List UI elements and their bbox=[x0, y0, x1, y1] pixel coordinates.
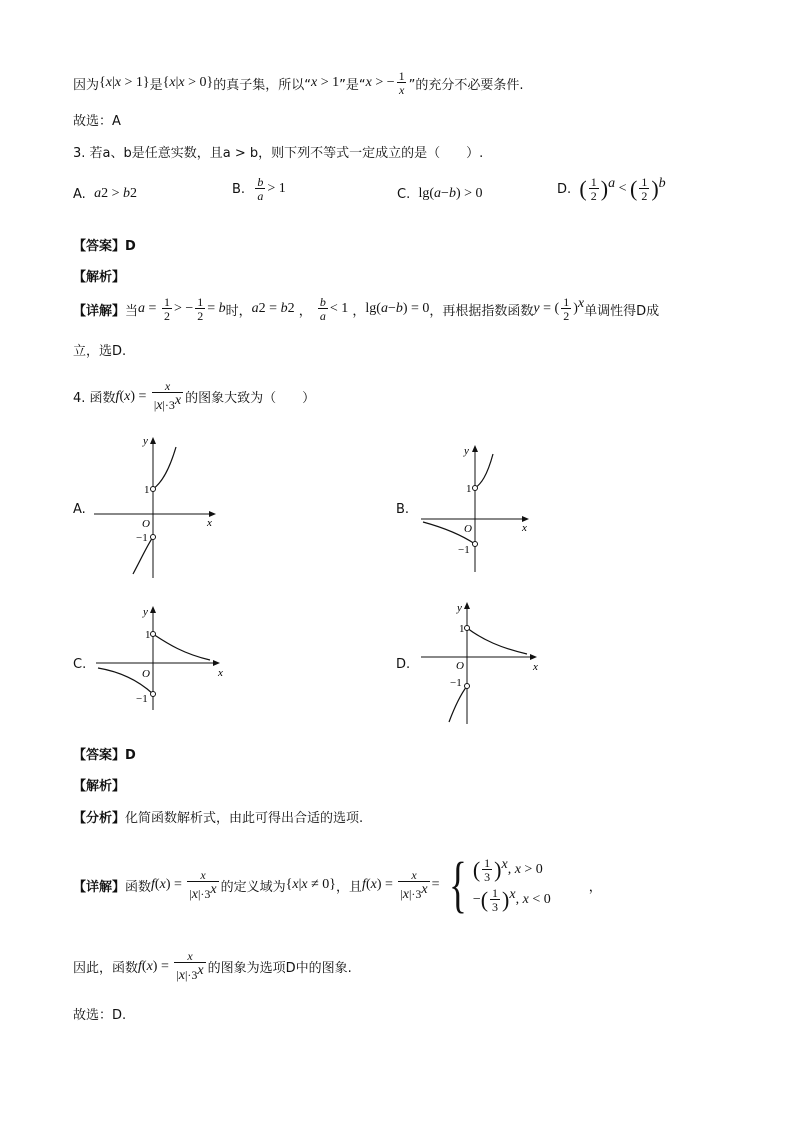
previous-answer: 故选：A bbox=[73, 114, 121, 129]
tick-label-neg-one: −1 bbox=[136, 532, 148, 544]
text-segment: 是 bbox=[149, 77, 163, 93]
origin-label: O bbox=[456, 660, 464, 672]
q4-analysis-heading: 【解析】 bbox=[73, 779, 126, 794]
graph-d bbox=[415, 598, 545, 728]
q4-stem: 4. 函数 f ( x ) = $\frac{x}{|x|\cdot 3^x}$ 的图象大致为（ ） bbox=[73, 379, 316, 413]
graph-label-a: A. bbox=[73, 502, 86, 517]
graph-a bbox=[90, 432, 230, 582]
tick-label-one: 1 bbox=[145, 629, 151, 641]
graph-label-d: D. bbox=[396, 657, 411, 672]
tick-label-neg-one: −1 bbox=[450, 677, 462, 689]
origin-label: O bbox=[464, 523, 472, 535]
text-segment: ”是“ bbox=[339, 77, 366, 93]
graph-c bbox=[92, 602, 232, 712]
q3-answer: 【答案】D bbox=[73, 239, 136, 254]
q3-option-a: A. a 2 > b 2 bbox=[73, 186, 137, 202]
fraction: $\frac{1}{x}$ bbox=[398, 69, 405, 97]
tick-label-one: 1 bbox=[144, 484, 150, 496]
x-axis-label: x bbox=[207, 517, 212, 529]
piecewise-function: { ( $\frac{1}{3}$ ) x , x > 0 − ( $\frac{1}{3}$ ) x , x < 0 ， bbox=[449, 851, 602, 919]
tick-label-neg-one: −1 bbox=[458, 544, 470, 556]
graph-label-c: C. bbox=[73, 657, 87, 672]
y-axis-label: y bbox=[143, 435, 148, 447]
text-segment: 因为 bbox=[73, 77, 100, 93]
q4-fenxi: 【分析】 化简函数解析式，由此可得出合适的选项. bbox=[73, 811, 364, 826]
math-inline: x bbox=[311, 75, 318, 90]
origin-label: O bbox=[142, 518, 150, 530]
tick-label-one: 1 bbox=[466, 483, 472, 495]
x-axis-label: x bbox=[533, 661, 538, 673]
text-segment: 的真子集，所以“ bbox=[213, 77, 311, 93]
q3-detail-cont: 立，选D. bbox=[73, 344, 127, 359]
x-axis-label: x bbox=[218, 667, 223, 679]
q4-detail: 【详解】 函数 f ( x ) = $\frac{x}{|x|\cdot 3^x}$ 的定义域为 {x|x ≠ 0} ，且 f ( x ) = $\frac{x}{|x|\cdot 3^x}$ = { ( $\frac{1}{3}$ ) x , x > 0 − ( $\frac{1}{3}$ ) x , x < 0 ， bbox=[73, 851, 602, 919]
q4-final: 故选：D. bbox=[73, 1008, 127, 1023]
q3-option-d: D. ( $\frac{1}{2}$ ) a < ( $\frac{1}{2}$ ) b bbox=[557, 175, 666, 203]
y-axis-label: y bbox=[457, 602, 462, 614]
y-axis-label: y bbox=[464, 445, 469, 457]
text-segment: ”的充分不必要条件. bbox=[408, 77, 524, 93]
q4-answer: 【答案】D bbox=[73, 748, 136, 763]
tick-label-neg-one: −1 bbox=[136, 693, 148, 705]
graph-b bbox=[415, 440, 540, 575]
origin-label: O bbox=[142, 668, 150, 680]
q3-option-b: B. $\frac{b}{a}$ > 1 bbox=[232, 175, 286, 203]
q4-conclusion: 因此，函数 f ( x ) = $\frac{x}{|x|\cdot 3^x}$ 的图象为选项D中的图象. bbox=[73, 949, 352, 983]
q3-stem: 3. 若a、b是任意实数，且a > b，则下列不等式一定成立的是（ ）. bbox=[73, 146, 484, 161]
x-axis-label: x bbox=[522, 522, 527, 534]
q3-analysis-heading: 【解析】 bbox=[73, 270, 126, 285]
carryover-line: 因为 {x|x > 1} 是 {x|x > 0} 的真子集，所以“ x > 1 ”是“ x > − $\frac{1}{x}$ ”的充分不必要条件. bbox=[73, 69, 524, 97]
q3-option-c: C. lg( a − b ) > 0 bbox=[397, 186, 483, 202]
q3-detail: 【详解】 当 a = $\frac{1}{2}$ > − $\frac{1}{2}$ = b 时， a 2 = b 2 ， $\frac{b}{a}$ < 1 ， lg( a − b ) = 0 ，再根据指数函数 y = ( $\frac{1}{2}$ ) x 单调性得D成 bbox=[73, 295, 660, 323]
set-expression: {x|x > 0} bbox=[162, 75, 214, 90]
tick-label-one: 1 bbox=[459, 623, 465, 635]
set-expression: {x|x > 1} bbox=[99, 75, 150, 90]
y-axis-label: y bbox=[143, 606, 148, 618]
graph-label-b: B. bbox=[396, 502, 410, 517]
